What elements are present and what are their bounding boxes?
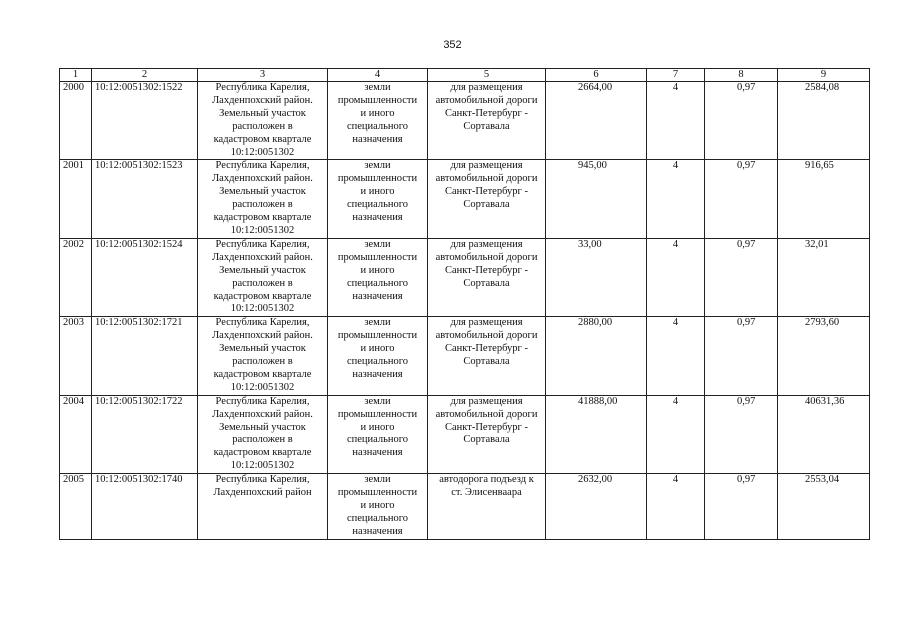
- land-category-cell-line: земли: [364, 160, 391, 172]
- land-category-cell-line: и иного: [360, 343, 395, 355]
- header-col-3: 3: [198, 69, 328, 82]
- coefficient-cell: 0,97: [705, 160, 778, 238]
- cadastral-number-cell: 10:12:0051302:1722: [92, 395, 198, 473]
- location-cell: [198, 160, 328, 238]
- rate-group-cell: 4: [647, 160, 705, 238]
- permitted-use-cell-line: для размещения: [450, 160, 523, 172]
- area-cell: 2632,00: [546, 474, 647, 540]
- permitted-use-cell-line: Сортавала: [463, 356, 510, 368]
- land-category-cell-line: специального: [346, 512, 409, 524]
- permitted-use-cell-line: автодорога подъезд к: [439, 474, 534, 486]
- cadastral-number-cell: 10:12:0051302:1524: [92, 238, 198, 316]
- land-category-cell-line: земли: [364, 82, 391, 93]
- permitted-use-cell-line: Санкт-Петербург -: [445, 107, 528, 119]
- rate-group-cell: 4: [647, 238, 705, 316]
- land-category-cell-line: специального: [346, 120, 409, 132]
- land-category-cell-line: и иного: [360, 264, 395, 276]
- permitted-use-cell-line: для размещения: [450, 317, 523, 329]
- permitted-use-cell-line: автомобильной дороги: [435, 251, 538, 263]
- land-category-cell-line: промышленности: [337, 173, 418, 185]
- permitted-use-cell: [428, 317, 546, 395]
- permitted-use-cell-line: Санкт-Петербург -: [445, 343, 528, 355]
- location-cell-line: Земельный участок: [219, 343, 306, 355]
- location-cell-line: Лахденпохский район.: [212, 330, 313, 342]
- area-cell: 2880,00: [546, 317, 647, 395]
- permitted-use-cell-line: Сортавала: [463, 199, 510, 211]
- permitted-use-cell-line: ст. Элисенваара: [451, 487, 522, 499]
- header-col-4: 4: [328, 69, 428, 82]
- land-category-cell: [328, 238, 428, 316]
- permitted-use-cell-line: автомобильной дороги: [435, 330, 538, 342]
- permitted-use-cell-line: Сортавала: [463, 120, 510, 132]
- location-cell-line: 10:12:0051302: [230, 146, 295, 158]
- permitted-use-cell-line: Сортавала: [463, 277, 510, 289]
- total-value-cell: 40631,36: [778, 395, 870, 473]
- header-col-7: 7: [647, 69, 705, 82]
- location-cell: [198, 395, 328, 473]
- land-category-cell-line: и иного: [360, 500, 395, 511]
- rate-group-cell: 4: [647, 395, 705, 473]
- rate-group-cell: 4: [647, 474, 705, 540]
- location-cell-line: Лахденпохский район.: [212, 408, 313, 420]
- location-cell-line: Лахденпохский район.: [212, 173, 313, 185]
- land-category-cell-line: специального: [346, 199, 409, 211]
- location-cell-line: 10:12:0051302: [230, 381, 295, 393]
- location-cell-line: Лахденпохский район: [213, 487, 312, 499]
- land-category-cell-line: промышленности: [337, 408, 418, 420]
- permitted-use-cell: [428, 238, 546, 316]
- coefficient-cell: 0,97: [705, 474, 778, 540]
- location-cell-line: Земельный участок: [219, 186, 306, 198]
- land-category-cell: [328, 395, 428, 473]
- permitted-use-cell-line: для размещения: [450, 238, 523, 250]
- header-row: [60, 69, 870, 82]
- rate-group-cell: 4: [647, 317, 705, 395]
- permitted-use-cell-line: автомобильной дороги: [435, 94, 538, 106]
- land-category-cell-line: и иного: [360, 107, 395, 119]
- location-cell: [198, 82, 328, 160]
- land-category-cell: [328, 474, 428, 540]
- permitted-use-cell: [428, 395, 546, 473]
- location-cell-line: кадастровом квартале: [213, 133, 312, 145]
- land-category-cell-line: промышленности: [337, 94, 418, 106]
- land-category-cell: [328, 82, 428, 160]
- location-cell-line: кадастровом квартале: [213, 290, 312, 302]
- permitted-use-cell-line: для размещения: [450, 82, 523, 93]
- land-category-cell-line: назначения: [352, 525, 403, 537]
- permitted-use-cell: [428, 474, 546, 540]
- header-col-6: 6: [546, 69, 647, 82]
- coefficient-cell: 0,97: [705, 82, 778, 160]
- land-category-cell-line: назначения: [352, 447, 403, 459]
- location-cell-line: кадастровом квартале: [213, 212, 312, 224]
- table-body: [60, 82, 870, 540]
- land-category-cell-line: и иного: [360, 186, 395, 198]
- land-category-cell-line: промышленности: [337, 251, 418, 263]
- coefficient-cell: 0,97: [705, 395, 778, 473]
- location-cell-line: кадастровом квартале: [213, 447, 312, 459]
- land-category-cell: [328, 317, 428, 395]
- permitted-use-cell: [428, 160, 546, 238]
- land-category-cell-line: земли: [364, 474, 391, 486]
- location-cell-line: Республика Карелия,: [215, 474, 310, 486]
- land-registry-table: [59, 68, 870, 540]
- land-category-cell-line: специального: [346, 277, 409, 289]
- land-category-cell-line: промышленности: [337, 330, 418, 342]
- cadastral-number-cell: 10:12:0051302:1523: [92, 160, 198, 238]
- header-col-5: 5: [428, 69, 546, 82]
- row-number-cell: 2004: [60, 395, 92, 473]
- table-row: [60, 317, 870, 395]
- location-cell-line: расположен в: [232, 277, 293, 289]
- permitted-use-cell-line: Санкт-Петербург -: [445, 421, 528, 433]
- location-cell-line: Республика Карелия,: [215, 317, 310, 329]
- permitted-use-cell: [428, 82, 546, 160]
- table-row: [60, 395, 870, 473]
- permitted-use-cell-line: Сортавала: [463, 434, 510, 446]
- table-row: [60, 160, 870, 238]
- area-cell: 41888,00: [546, 395, 647, 473]
- total-value-cell: 2584,08: [778, 82, 870, 160]
- cadastral-number-cell: 10:12:0051302:1740: [92, 474, 198, 540]
- header-col-9: 9: [778, 69, 870, 82]
- location-cell-line: кадастровом квартале: [213, 368, 312, 380]
- location-cell-line: Республика Карелия,: [215, 160, 310, 172]
- total-value-cell: 2553,04: [778, 474, 870, 540]
- cadastral-number-cell: 10:12:0051302:1721: [92, 317, 198, 395]
- location-cell-line: Лахденпохский район.: [212, 94, 313, 106]
- location-cell-line: расположен в: [232, 356, 293, 368]
- location-cell-line: расположен в: [232, 434, 293, 446]
- land-category-cell-line: назначения: [352, 133, 403, 145]
- header-col-8: 8: [705, 69, 778, 82]
- coefficient-cell: 0,97: [705, 317, 778, 395]
- area-cell: 2664,00: [546, 82, 647, 160]
- header-col-2: 2: [92, 69, 198, 82]
- land-category-cell-line: и иного: [360, 421, 395, 433]
- location-cell-line: Республика Карелия,: [215, 82, 310, 93]
- land-category-cell-line: промышленности: [337, 487, 418, 499]
- land-category-cell-line: земли: [364, 395, 391, 407]
- table-row: [60, 238, 870, 316]
- cadastral-number-cell: 10:12:0051302:1522: [92, 82, 198, 160]
- permitted-use-cell-line: для размещения: [450, 395, 523, 407]
- table-row: [60, 82, 870, 160]
- location-cell-line: Лахденпохский район.: [212, 251, 313, 263]
- row-number-cell: 2003: [60, 317, 92, 395]
- location-cell-line: 10:12:0051302: [230, 460, 295, 472]
- row-number-cell: 2001: [60, 160, 92, 238]
- location-cell-line: расположен в: [232, 120, 293, 132]
- land-category-cell-line: земли: [364, 238, 391, 250]
- rate-group-cell: 4: [647, 82, 705, 160]
- permitted-use-cell-line: автомобильной дороги: [435, 173, 538, 185]
- header-col-1: 1: [60, 69, 92, 82]
- land-category-cell-line: назначения: [352, 212, 403, 224]
- row-number-cell: 2005: [60, 474, 92, 540]
- location-cell: [198, 474, 328, 540]
- location-cell-line: 10:12:0051302: [230, 224, 295, 236]
- total-value-cell: 2793,60: [778, 317, 870, 395]
- land-category-cell: [328, 160, 428, 238]
- land-category-cell-line: назначения: [352, 368, 403, 380]
- land-category-cell-line: назначения: [352, 290, 403, 302]
- area-cell: 33,00: [546, 238, 647, 316]
- location-cell-line: расположен в: [232, 199, 293, 211]
- land-category-cell-line: земли: [364, 317, 391, 329]
- permitted-use-cell-line: автомобильной дороги: [435, 408, 538, 420]
- permitted-use-cell-line: Санкт-Петербург -: [445, 264, 528, 276]
- table-row: [60, 474, 870, 540]
- page-number: 352: [443, 39, 462, 51]
- location-cell: [198, 238, 328, 316]
- location-cell-line: 10:12:0051302: [230, 303, 295, 315]
- permitted-use-cell-line: Санкт-Петербург -: [445, 186, 528, 198]
- location-cell-line: Земельный участок: [219, 421, 306, 433]
- location-cell-line: Земельный участок: [219, 107, 306, 119]
- area-cell: 945,00: [546, 160, 647, 238]
- location-cell: [198, 317, 328, 395]
- row-number-cell: 2002: [60, 238, 92, 316]
- land-category-cell-line: специального: [346, 356, 409, 368]
- location-cell-line: Республика Карелия,: [215, 395, 310, 407]
- location-cell-line: Республика Карелия,: [215, 238, 310, 250]
- row-number-cell: 2000: [60, 82, 92, 160]
- land-category-cell-line: специального: [346, 434, 409, 446]
- total-value-cell: 32,01: [778, 238, 870, 316]
- total-value-cell: 916,65: [778, 160, 870, 238]
- coefficient-cell: 0,97: [705, 238, 778, 316]
- location-cell-line: Земельный участок: [219, 264, 306, 276]
